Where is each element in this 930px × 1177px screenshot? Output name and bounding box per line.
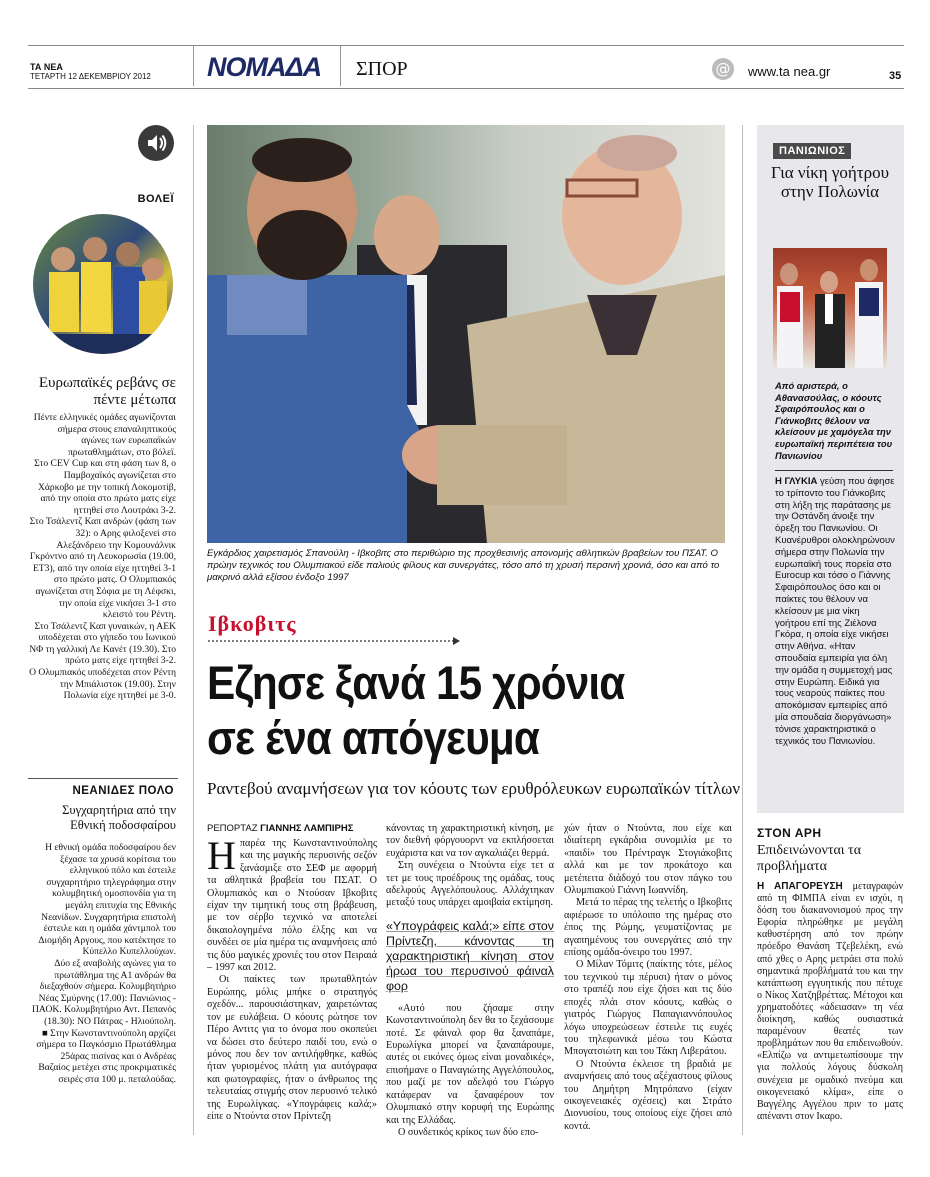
panionios-caption: Από αριστερά, ο Αθανασούλας, ο κόουτς Σφαιρόπουλος και ο Γιάνκοβιτς θέλουν να κλείσουν με χαμόγελα την ευρωπαϊκή περιπέτεια του Πανιωνίου	[775, 380, 893, 461]
water-polo-paragraph: Η εθνική ομάδα ποδοσφαίρου δεν ξέχασε τα χρυσά κορίτσια του ελληνικού πόλο και έστειλε συγχαρητήριο τηλεγράφημα στην κολυμβητική ομοσπονδία για τη μεγάλη επιτυχία της Εθνικής Νεανίδων. Συγχαρητήρια επιστολή έστειλε και η ομάδα χάντμπολ του Διομήδη Αργους, που κατέκτησε το Κύπελλο Κυπελλούχων.	[38, 842, 176, 958]
kicker: Ιβκοβιτς	[208, 611, 297, 636]
volley-label: ΒΟΛΕΪ	[137, 193, 174, 205]
pull-quote: «Υπογράφεις καλά;» είπε στον Πρίντεζη, κάνοντας τη χαρακτηριστική κίνηση στον ήρωα του περυσινού φάιναλ φορ	[386, 918, 554, 993]
volley-paragraph: Στο Τσάλεντζ Καπ ανδρών (φάση των 32): ο Αρης φιλοξενεί στο Αλεξάνδρειο την Κομουνάλνικ Γκρόντνο από τη Λευκορωσία (19.00, ΕΤ3), από την οποία είχε ηττηθεί 3-1 στο πρώτο ματς. Ο Ολυμπιακός αγωνίζεται στη Σόφια με τη Λέφσκι, την οποία είχε νικήσει 3-1 στο κλειστό του Ρέντη.	[29, 516, 176, 621]
headline-line2: σε ένα απόγευμα	[207, 711, 539, 764]
volley-body	[28, 412, 176, 702]
panionios-photo	[773, 248, 887, 368]
page-number: 35	[889, 70, 902, 82]
volley-paragraph: Στο Τσάλεντζ Καπ γυναικών, η ΑΕΚ υποδέχεται στο γήπεδο του Ιωνικού ΝΦ τη γαλλική Λε Κανέτ (19.30). Στο πρώτο ματς είχε ηττηθεί 3-2.	[29, 620, 176, 667]
bullet-square-icon: ■	[41, 1027, 51, 1039]
drop-cap: Η	[207, 833, 236, 878]
aris-label: ΣΤΟΝ ΑΡΗ	[757, 826, 822, 840]
water-polo-paragraph: Δύο εξ αναβολής αγώνες για το πρωτάθλημα της Α1 ανδρών θα διεξαχθούν σήμερα. Κολυμβητήριο Νέας Σμύρνης (17.00): Πανιώνιος - ΠΑΟΚ. Κολυμβητήριο Αντ. Πεπανός (18.30): ΝΟ Πάτρας - Ηλιούπολη.	[32, 957, 176, 1027]
water-polo-paragraph: ■ Στην Κωνσταντινούπολη αρχίζει σήμερα το Παγκόσμιο Πρωτάθλημα 25άρας πισίνας και ο Ανδρέας Βαζαίος μετέχει στις προκριματικές σειρές στα 100 μ. πεταλούδας.	[36, 1027, 176, 1085]
kicker-arrow-line	[208, 636, 460, 646]
article-col-1: Ηπαρέα της Κωνσταντινούπολης και της μαγικής περυσινής σεζόν ξανάσμιξε στο ΣΕΦ με αφορμή τα αθλητικά βραβεία του ΠΣΑΤ. Ο Ολυμπιακός και ο Ντούσαν Ιβκοβιτς είχαν την τιμητική τους στη βράβευση, με τον σέρβο τεχνικό να αποτελεί δικαιολογημένα πόλο έλξης και να συνδέει σε μία ημέρα τις αναμνήσεις από τις δύο μαγικές χρονιές του στον Πειραιά – 1997 και 2012. Οι παίκτες των πρωταθλητών Ευρώπης, μόλις μπήκε ο στρατηγός σχεδόν... παρουσιάστηκαν, χαιρετώντας τον με ευλάβεια. Ο κόουτς ρώτησε τον Πέρο Αντιτς για το όνομα που σκοπεύει να δώσει στο δεύτερο παιδί του, ενώ ο μόνος που δεν τον αντιλήφθηκε, καθώς ήταν γυρισμένος πλάτη για αυτόγραφα και φωτογραφίες, ήταν ο άνθρωπος της τελευταίας στιγμής στον περυσινό τελικό της Ευρωλίγκας. «Υπογράφεις καλά;» είπε ο Ντούντα στον Πρίντεζη	[207, 833, 377, 1122]
article-col-3: χών ήταν ο Ντούντα, που είχε και ιδιαίτερη εγκάρδια συνομιλία με το «παιδί» του Πρέντραγκ Στογιάκοβιτς αλλά και με τον προκάτοχο και μετέπειτα διάδοχό του στον πάγκο του Ολυμπιακού Γιάννη Ιωαννίδη. Μετά το πέρας της τελετής ο Ιβκοβιτς αφιέρωσε το υπόλοιπο της ημέρας στο έπος της Ρώμης, γευματίζοντας με αγαπημένους του συνεργάτες από την επίσης ομάδα-όνειρο του 1997. Ο Μίλαν Τόμιτς (παίκτης τότε, μέλος του τεχνικού τιμ πέρυσι) ήταν ο μόνος στο τραπέζι που είχε ζήσει και τις δύο εποχές πλάι στον κόουτς, καθώς ο γιατρός Γιώργος Παπαγιαννόπουλος λόγω υποχρεώσεων έστειλε τις ευχές του τηλεφωνικά μέσω του Κώστα Μπογατσιώτη και του Τάκη Λιβεράτου. Ο Ντούντα έκλεισε τη βραδιά με αναμνήσεις από τους αξέχαστους φίλους του Δημήτρη Μητρόπανο (είχαν οικογενειακές σχέσεις) και Στράτο Διονυσίου, τους οποίους είχε ζήσει από κοντά.	[564, 823, 732, 1132]
water-polo-body	[28, 842, 176, 1085]
header-website[interactable]: www.ta nea.gr	[748, 64, 831, 79]
main-photo	[207, 125, 725, 543]
at-sign-icon: @	[712, 58, 734, 80]
photo-caption: Εγκάρδιος χαιρετισμός Σπανούλη - Ιβκοβιτς στο περιθώριο της προχθεσινής απονομής αθλητικών βραβείων του ΠΣΑΤ. Ο πρώην τεχνικός του Ολυμπιακού είδε παλιούς φίλους και συνεργάτες, τόσο από τη χρυσή περσινή χρονιά, όσο και από το μακρινό αλλά εξίσου ένδοξο 1997	[207, 548, 720, 584]
byline-prefix: ΡΕΠΟΡΤΑΖ	[207, 823, 258, 834]
header-date: ΤΕΤΑΡΤΗ 12 ΔΕΚΕΜΒΡΙΟΥ 2012	[30, 72, 151, 81]
volley-paragraph: Πέντε ελληνικές ομάδες αγωνίζονται σήμερα στους επαναληπτικούς αγώνες των ευρωπαϊκών πρωταθλημάτων, στο βόλεϊ.	[33, 412, 176, 458]
water-polo-label: ΝΕΑΝΙΔΕΣ ΠΟΛΟ	[72, 785, 174, 797]
panionios-body: Η ΓΛΥΚΙΑ γεύση που άφησε το τρίποντο του Γιάνκοβιτς στη λήξη της παράτασης με την Οστάνδη άνοιξε την όρεξη του Πανιωνίου. Οι Κυανέρυθροι ολοκληρώνουν σήμερα στην Πολωνία την ευρωπαϊκή τους πορεία στο Eurocup και τόσο ο Γιάννης Σφαιρόπουλος όσο και οι παίκτες του θέλουν να κλείσουν με μια νίκη γοήτρου επί της Ζιέλονα Γκόρα, η οποία είχε νικήσει στην Αθήνα. «Ηταν σπουδαία εμπειρία για όλη την ομάδα η συμμετοχή μας στην Ευρώπη. Ειδικά για τους νεαρούς παίκτες που αποκόμισαν εμπειρίες από μία σπουδαία διοργάνωση» τόνισε χαρακτηριστικά ο τεχνικός του Πανιωνίου.	[775, 476, 895, 747]
panionios-label: ΠΑΝΙΩΝΙΟΣ	[773, 143, 851, 159]
volley-paragraph: Ο Ολυμπιακός υποδέχεται στον Ρέντη την Μπιάλιστοκ (19.00). Στην Πολωνία είχε ηττηθεί με 3-0.	[29, 667, 176, 702]
aris-body: Η ΑΠΑΓΟΡΕΥΣΗ μεταγραφών από τη ΦΙΜΠΑ είναι εν ισχύι, η δόση του διακανονισμού προς την Εφορία πληρώθηκε με μεγάλη καθυστέρηση από τον πρώην πρόεδρο Θανάση Τζεβελέκη, ενώ από χθες ο Αρης μετράει στα πολύ σημαντικά προβλήματά του και την κατάπτωση εγγυητικής που πέτυχε ο Νίκος Χατζηβρέττας. Μέτοχοι και χρηματοδότες «άδειασαν» τη νέα διοίκηση, καθώς ουσιαστικά παραμένουν θεατές των προβλημάτων που θα επιδεινωθούν. «Ελπίζω να αντιμετωπίσουμε την για πολλούς λόγους δύσκολη συνέχεια με ομαδικό πνεύμα και οικογενειακό κλίμα», είπε ο Βαγγέλης Αγγέλου πριν το ματς απέναντι στον Ικαρο.	[757, 881, 903, 1122]
volley-paragraph: Στο CEV Cup και στη φάση των 8, ο Παμβοχαϊκός αγωνίζεται στο Χάρκοβο με την τοπική Λοκομοτίβ, από την οποία στο πρώτο ματς είχε ηττηθεί στο Λουτράκι 3-2.	[34, 458, 176, 516]
volley-photo	[33, 214, 173, 354]
headline-line1: Εζησε ξανά 15 χρόνια	[207, 656, 625, 709]
speaker-icon	[138, 125, 174, 161]
header-paper-name: ΤΑ ΝΕΑ	[30, 62, 63, 72]
aris-headline: Επιδεινώνονται τα προβλήματα	[757, 843, 862, 874]
aris-lead: Η ΑΠΑΓΟΡΕΥΣΗ	[757, 881, 843, 892]
panionios-headline: Για νίκη γοήτρου στην Πολωνία	[770, 163, 890, 201]
panionios-lead: Η ΓΛΥΚΙΑ	[775, 476, 818, 487]
byline-author: ΓΙΑΝΝΗΣ ΛΑΜΠΙΡΗΣ	[260, 823, 354, 834]
article-col-2: κάνοντας τη χαρακτηριστική κίνηση, με τον διεθνή φόργουορντ να εκπλήσσεται ευχάριστα και να τον αγκαλιάζει θερμά. Στη συνέχεια ο Ντούντα είχε τετ α τετ με τους προέδρους της ομάδας, τους αδελφούς Αγγελόπουλους. Αλλάχτηκαν μεταξύ τους υπάρχει αμοιβαία εκτίμηση. «Υπογράφεις καλά;» είπε στον Πρίντεζη, κάνοντας τη χαρακτηριστική κίνηση στον ήρωα του περυσινού φάιναλ φορ «Αυτό που ζήσαμε στην Κωνσταντινούπολη δεν θα το ξεχάσουμε ποτέ. Σε φάιναλ φορ θα ξαναπάμε, Ευρωλίγκα μπορεί να ξαναπάρουμε, αυτές οι εικόνες όμως είναι μοναδικές», επισήμανε ο Παναγιώτης Αγγελόπουλος, που μαζί με τον αδελφό του Γιώργο κατάφεραν να ξαναφέρουν τον Ολυμπιακό στην κορυφή της Ευρώπης και της Ελλάδας. Ο συνδετικός κρίκος των δύο επο-	[386, 823, 554, 1138]
section-logo: ΝΟΜΑΔΑ	[207, 52, 322, 82]
water-polo-headline: Συγχαρητήρια από την Εθνική ποδοσφαίρου	[62, 803, 176, 832]
volley-headline: Ευρωπαϊκές ρεβάνς σε πέντε μέτωπα	[38, 375, 176, 408]
subheadline: Ραντεβού αναμνήσεων για τον κόουτς των ερυθρόλευκων ευρωπαϊκών τίτλων	[207, 779, 741, 798]
header-section: ΣΠΟΡ	[356, 58, 408, 80]
